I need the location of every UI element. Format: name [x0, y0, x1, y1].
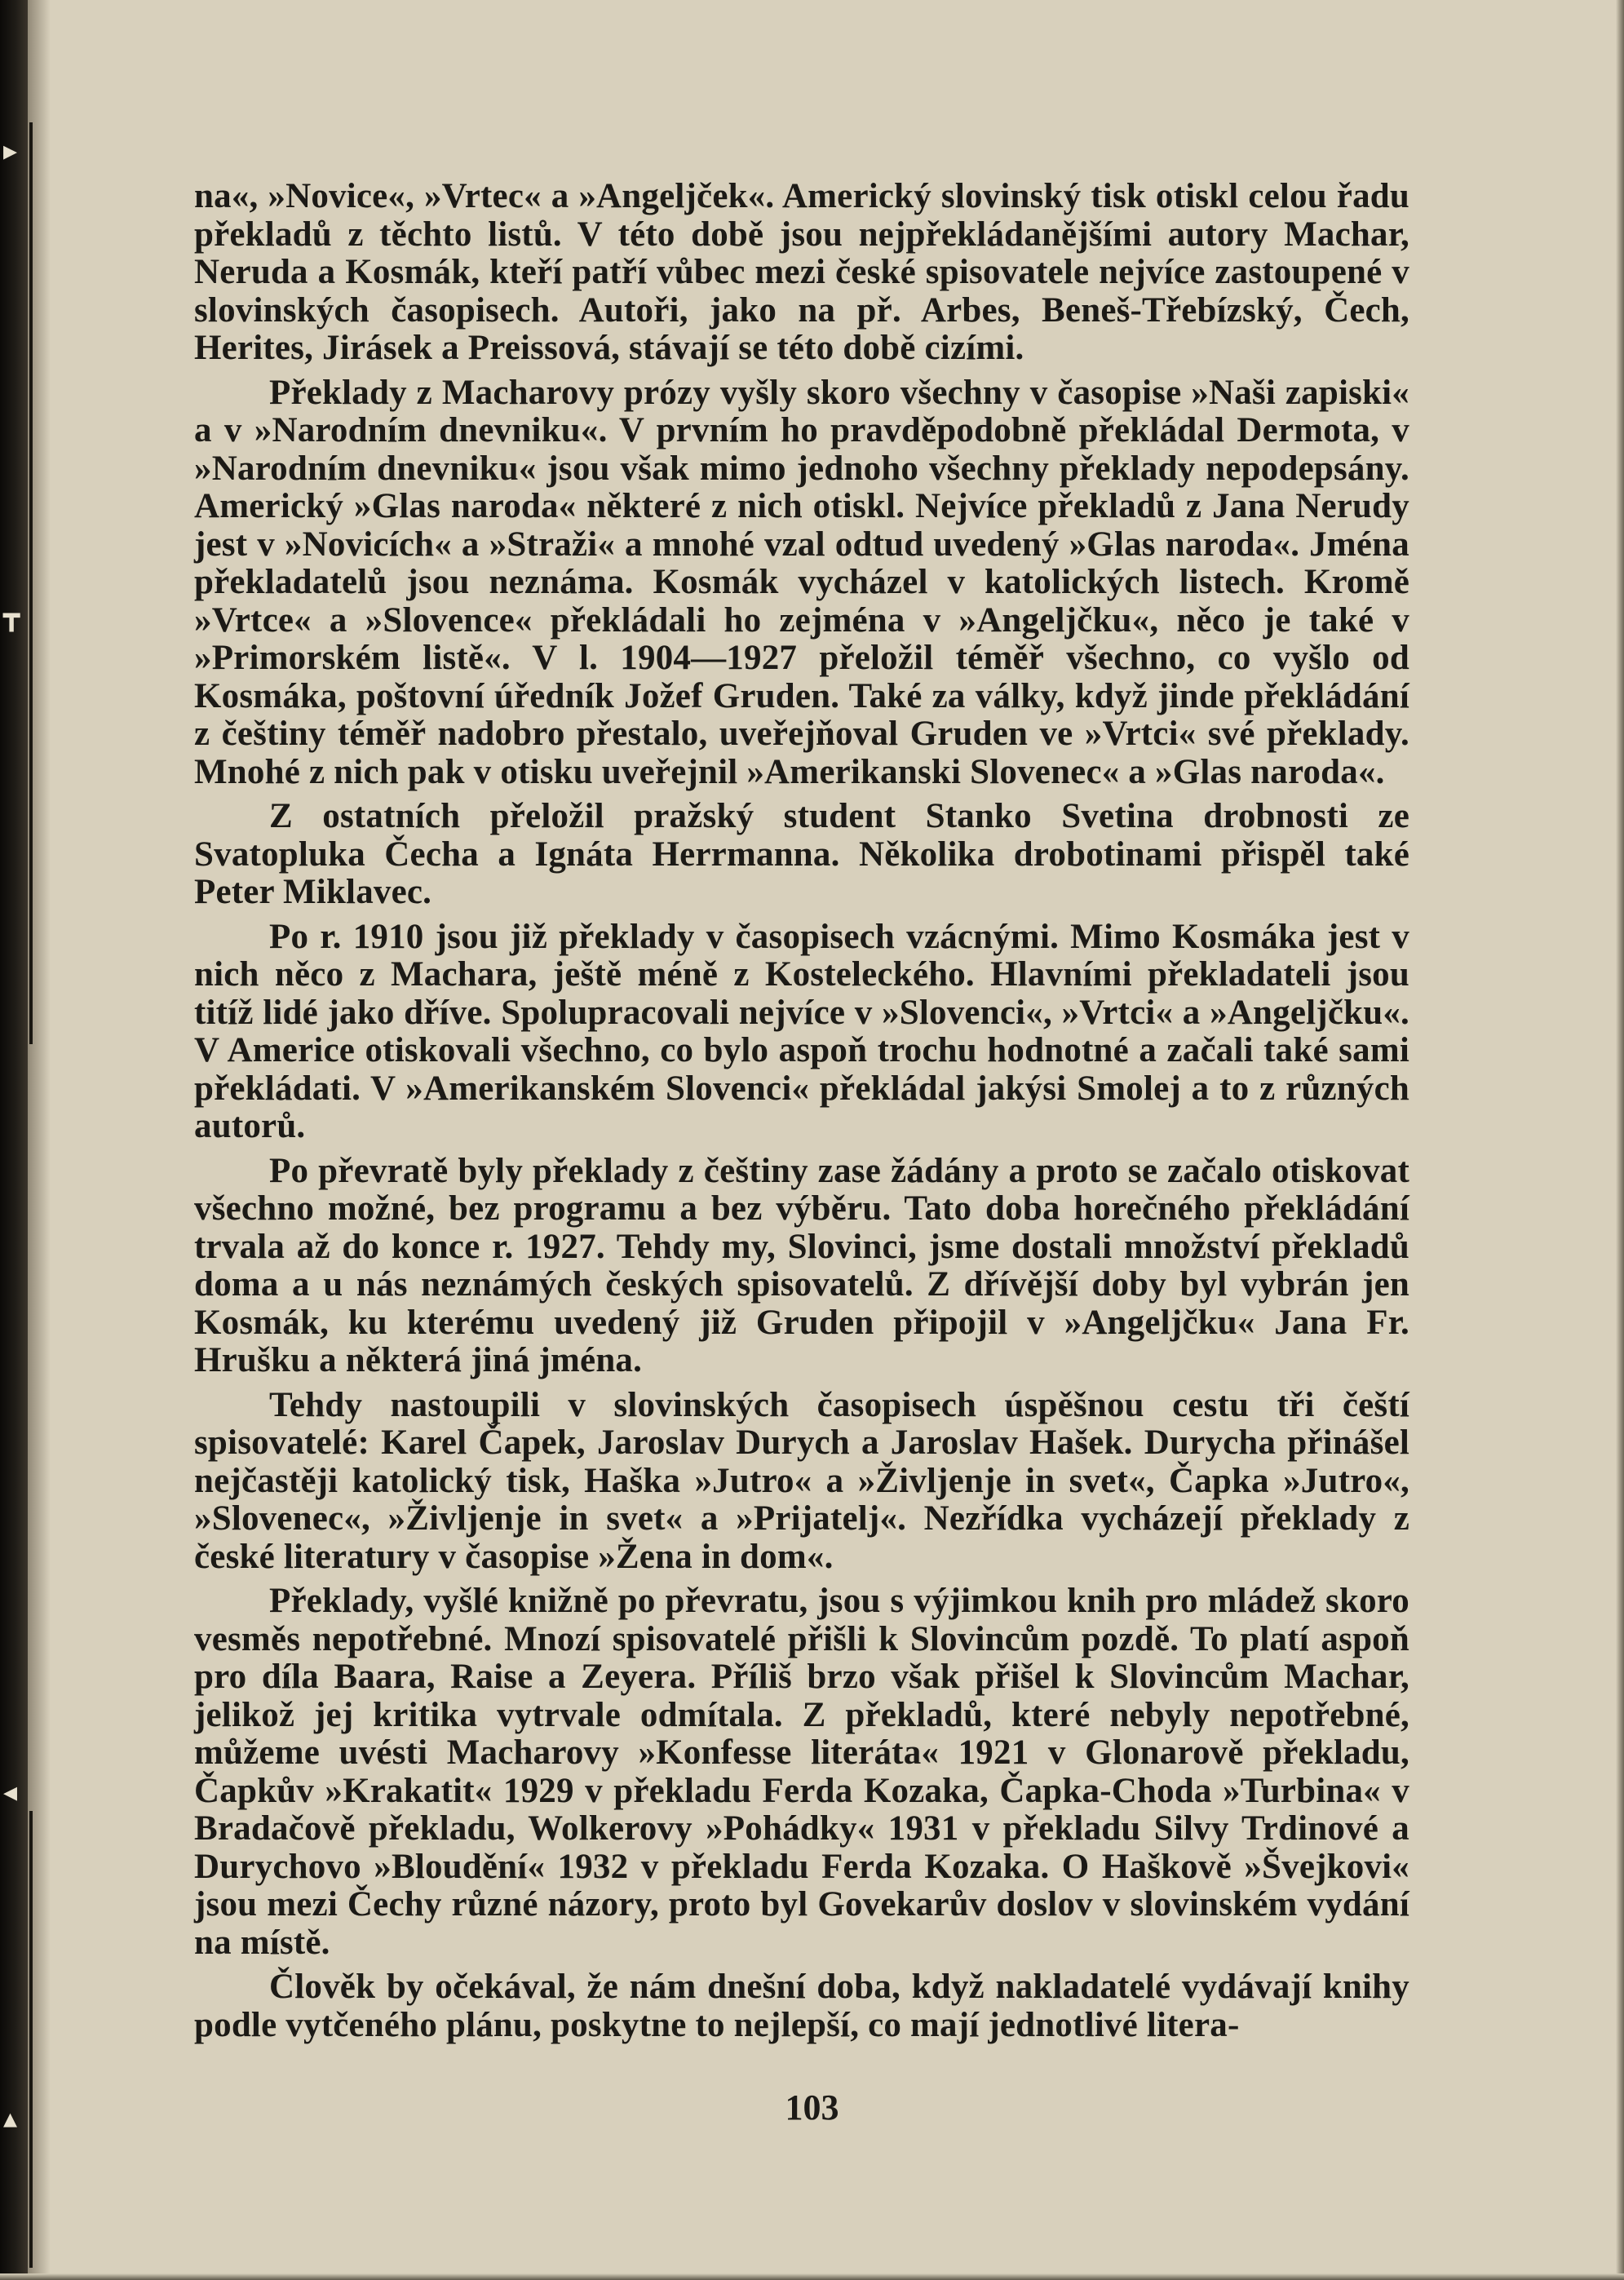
- margin-rule: [29, 122, 33, 644]
- book-binding-edge: [0, 0, 28, 2280]
- page-right-edge: [1616, 0, 1624, 2280]
- paragraph: Překlady, vyšlé knižně po převratu, jsou s výjimkou knih pro mládež skoro vesměs nepotřebné. Mnozí spisovatelé přišli k Slovincům pozdě. To platí aspoň pro díla Baara, Raise a Zeyera. Příliš brzo však přišel k Slovincům Machar, jelikož jej kritika vytrvale odmítala. Z překladů, které nebyly nepotřebné, můžeme uvésti Macharovy »Konfesse literáta« 1921 v Glonarově překladu, Čapkův »Krakatit« 1929 v překladu Ferda Kozaka, Čapka-Choda »Turbina« v Bradačově překladu, Wolkerovy »Pohádky« 1931 v překladu Silvy Trdinové a Durychovo »Bloudění« 1932 v překladu Ferda Kozaka. O Haškově »Švejkovi« jsou mezi Čechy různé názory, proto byl Govekarův doslov v slovinském vydání na místě.: [194, 1582, 1409, 1962]
- page-number: 103: [785, 2087, 839, 2127]
- binding-mark-icon: ◂: [3, 1776, 18, 1809]
- paragraph: Tehdy nastoupili v slovinských časopisech úspěšnou cestu tři čeští spisovatelé: Karel Čapek, Jaroslav Durych a Jaroslav Hašek. Durycha přinášel nejčastěji katolický tisk, Haška »Jutro« a »Življenje in svet«, Čapka »Jutro«, »Slovenec«, »Življenje in svet« a »Prijatelj«. Nezřídka vycházejí překlady z české literatury v časopise »Žena in dom«.: [194, 1385, 1409, 1576]
- margin-rule: [29, 620, 33, 1044]
- paragraph: na«, »Novice«, »Vrtec« a »Angeljček«. Americký slovinský tisk otiskl celou řadu překladů z těchto listů. V této době jsou nejpřekládanějšími autory Machar, Neruda a Kosmák, kteří patří vůbec mezi české spisovatele nejvíce zastoupené v slovinských časopisech. Autoři, jako na př. Arbes, Beneš-Třebízský, Čech, Herites, Jirásek a Preissová, stávají se této době cizími.: [194, 177, 1409, 367]
- binding-mark-icon: ┳: [3, 600, 20, 632]
- binding-mark-icon: ▸: [3, 135, 18, 167]
- paragraph: Po převratě byly překlady z češtiny zase žádány a proto se začalo otiskovat všechno možné, bez programu a bez výběru. Tato doba horečného překládání trvala až do konce r. 1927. Tehdy my, Slovinci, jsme dostali množství překladů doma a u nás neznámých českých spisovatelů. Z dřívější doby byl vybrán jen Kosmák, ku kterému uvedený již Gruden připojil v »Angeljčku« Jana Fr. Hrušku a některá jiná jména.: [194, 1151, 1409, 1379]
- body-text: [194, 178, 1409, 2051]
- paragraph: Z ostatních přeložil pražský student Stanko Svetina drobnosti ze Svatopluka Čecha a Ignáta Herrmanna. Několika drobotinami přispěl také Peter Miklavec.: [194, 797, 1409, 911]
- binding-mark-icon: ▴: [3, 2102, 18, 2135]
- paragraph: Po r. 1910 jsou již překlady v časopisech vzácnými. Mimo Kosmáka jest v nich něco z Machara, ještě méně z Kosteleckého. Hlavními překladateli jsou titíž lidé jako dříve. Spolupracovali nejvíce v »Slovenci«, »Vrtci« a »Angeljčku«. V Americe otiskovali všechno, co bylo aspoň trochu hodnotné a začali také sami překládati. V »Amerikanském Slovenci« překládal jakýsi Smolej a to z různých autorů.: [194, 917, 1409, 1145]
- paragraph: Překlady z Macharovy prózy vyšly skoro všechny v časopise »Naši zapiski« a v »Narodním dnevniku«. V prvním ho pravděpodobně překládal Dermota, v »Narodním dnevniku« jsou však mimo jednoho všechny překlady nepodepsány. Americký »Glas naroda« některé z nich otiskl. Nejvíce překladů z Jana Nerudy jest v »Novicích« a »Straži« a mnohé vzal odtud uvedený »Glas naroda«. Jména překladatelů jsou neznáma. Kosmák vycházel v katolických listech. Kromě »Vrtce« a »Slovence« překládali ho zejména v »Angeljčku«, něco je také v »Primorském listě«. V l. 1904—1927 přeložil téměř všechno, co vyšlo od Kosmáka, poštovní úředník Jožef Gruden. Také za války, když jinde překládání z češtiny téměř nadobro přestalo, uveřejňoval Gruden ve »Vrtci« své překlady. Mnohé z nich pak v otisku uveřejnil »Amerikanski Slovenec« a »Glas naroda«.: [194, 373, 1409, 791]
- page-bottom-edge: [0, 2273, 1624, 2280]
- margin-rule: [29, 1811, 33, 2268]
- paragraph: Člověk by očekával, že nám dnešní doba, když nakladatelé vydávají knihy podle vytčeného plánu, poskytne to nejlepší, co mají jednotlivé litera-: [194, 1968, 1409, 2044]
